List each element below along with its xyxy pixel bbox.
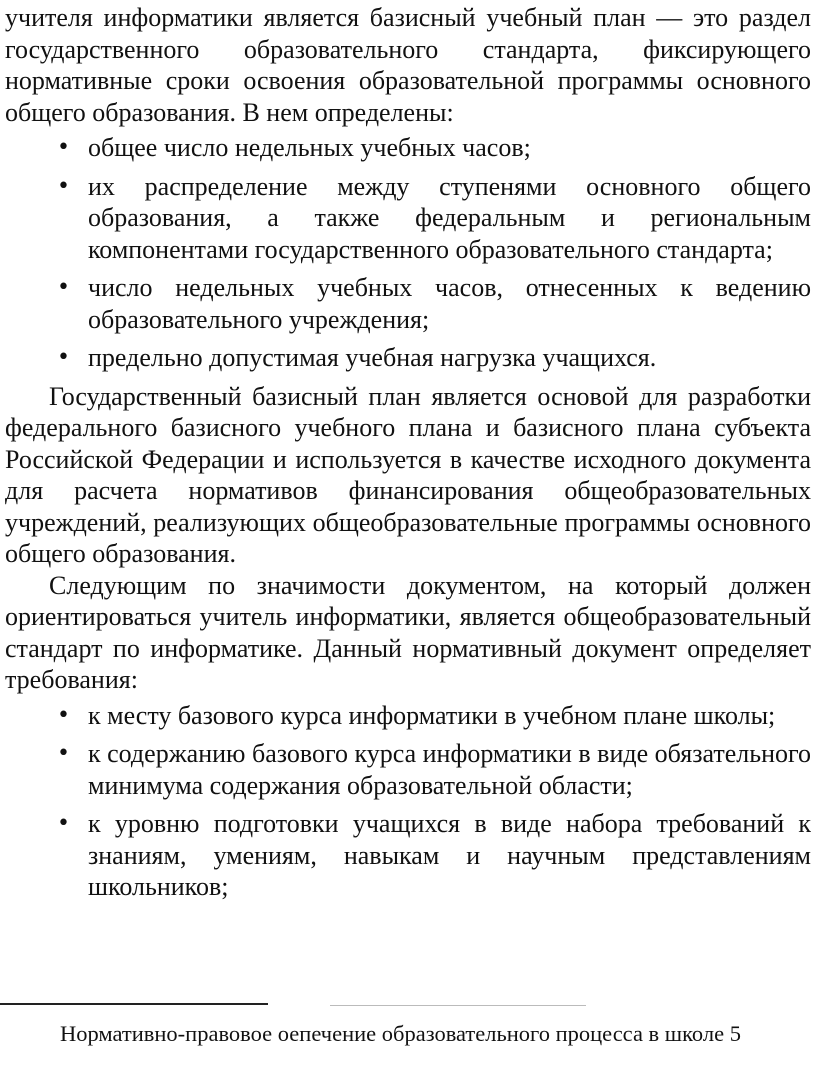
page-footer: Нормативно-правовое оепечение образовательного процесса в школе 5 xyxy=(60,1021,741,1046)
list-item xyxy=(5,342,811,374)
bullet-icon: • xyxy=(57,345,70,370)
list-item-text: к содержанию базового курса информатики в виде обязательного минимума содержания образовательной области; xyxy=(88,739,811,800)
list-item-text: предельно допустимая учебная нагрузка учащихся. xyxy=(88,343,657,372)
bullet-list-plan xyxy=(5,132,811,374)
paragraph-standard: Следующим по значимости документом, на который должен ориентироваться учитель информатики, является общеобразовательный стандарт по информатике. Данный нормативный документ определяет требования: xyxy=(5,570,811,694)
paragraph-intro: учителя информатики является базисный учебный план — это раздел государственного образовательного стандарта, фиксирующего нормативные сроки освоения образовательной программы основного общего образования. В нем определены: xyxy=(5,3,811,127)
bullet-icon: • xyxy=(57,741,70,766)
paragraph-state-plan: Государственный базисный план является основой для разработки федерального базисного учебного плана и базисного плана субъекта Российской Федерации и используется в качестве исходного документа для расчета нормативов финансирования общеобразовательных учреждений, реализующих общеобразовательные программы основного общего образования. xyxy=(5,381,811,568)
list-item-text: к уровню подготовки учащихся в виде набора требований к знаниям, умениям, навыкам и научным представлениям школьников; xyxy=(88,809,811,901)
list-item xyxy=(5,738,811,801)
bullet-icon: • xyxy=(57,702,70,728)
list-item-text: общее число недельных учебных часов; xyxy=(88,133,531,162)
list-item-text: к месту базового курса информатики в учебном плане школы; xyxy=(88,700,776,730)
bullet-list-requirements xyxy=(5,700,811,903)
list-item xyxy=(5,700,811,732)
list-item-text: их распределение между ступенями основного общего образования, а также федеральным и региональным компонентами государственного образовательного стандарта; xyxy=(88,171,811,264)
bullet-icon: • xyxy=(57,135,70,160)
bullet-icon: • xyxy=(57,173,70,199)
list-item xyxy=(5,272,811,335)
bullet-icon: • xyxy=(57,275,70,300)
list-item xyxy=(5,132,811,164)
list-item-text: число недельных учебных часов, отнесенных к ведению образовательного учреждения; xyxy=(88,273,811,334)
bullet-icon: • xyxy=(57,811,70,836)
list-item xyxy=(5,808,811,903)
footer-divider-right xyxy=(330,1005,586,1006)
list-item xyxy=(5,171,811,266)
document-page xyxy=(5,0,811,995)
footer-divider-left xyxy=(0,1003,268,1005)
